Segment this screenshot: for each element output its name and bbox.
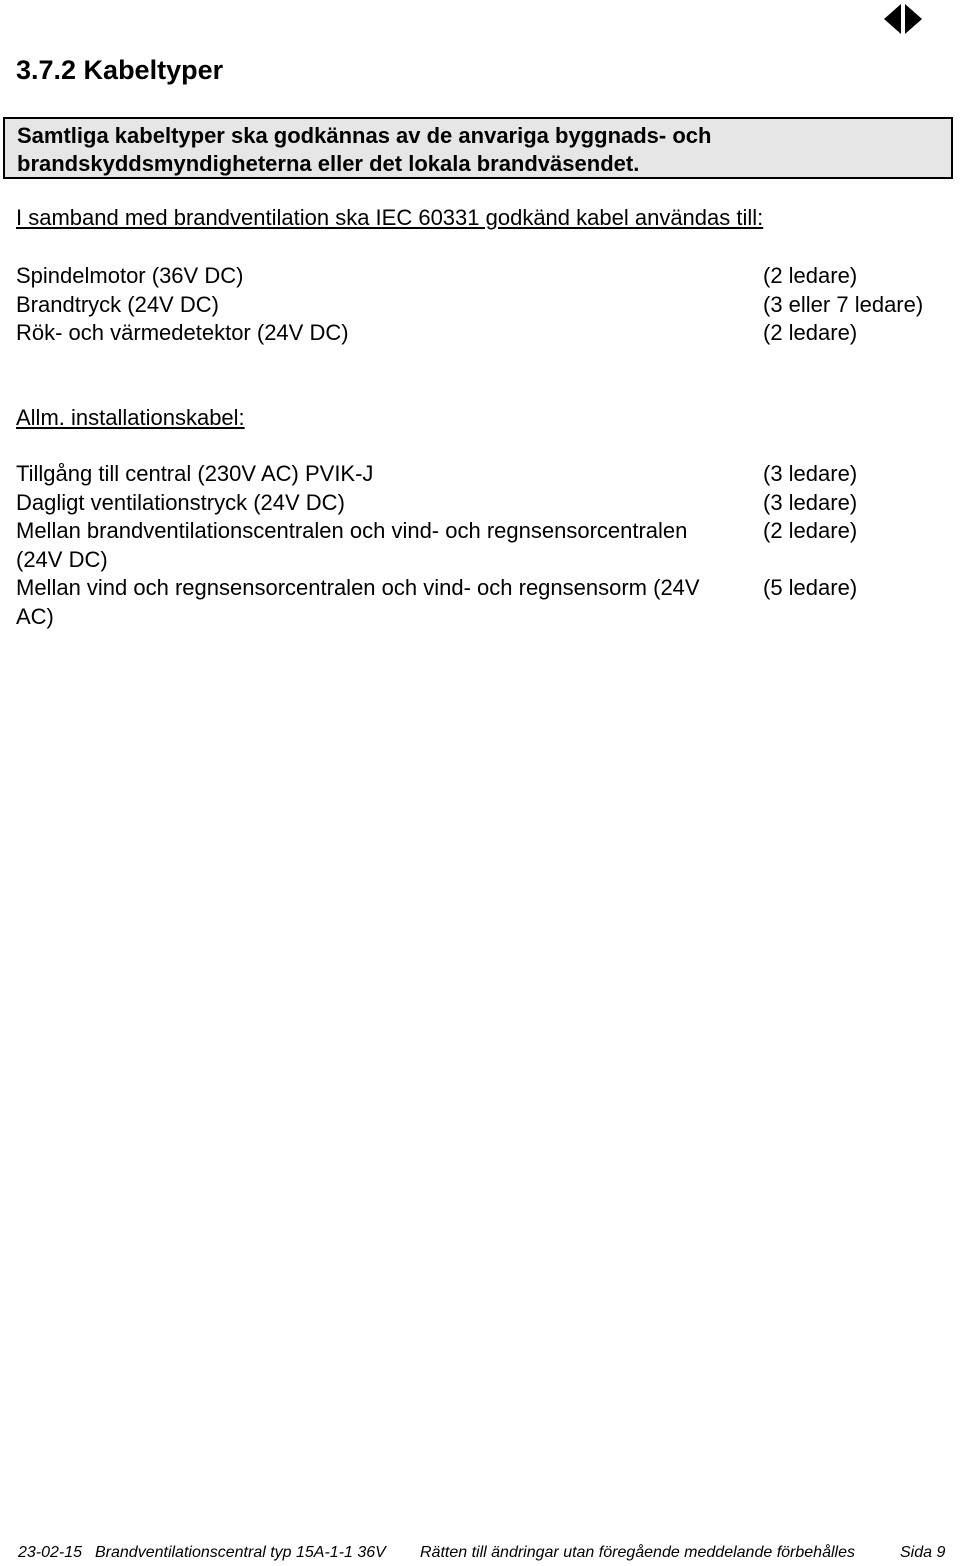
general-cable-heading: Allm. installationskabel: xyxy=(16,405,245,430)
list-item xyxy=(16,517,956,574)
notice-line: brandskyddsmyndigheterna eller det lokala brandväsendet. xyxy=(17,151,640,176)
list-item xyxy=(16,262,956,291)
cable-use: Dagligt ventilationstryck (24V DC) xyxy=(16,489,345,515)
conductor-count: (2 ledare) xyxy=(763,320,858,345)
conductor-count: (3 eller 7 ledare) xyxy=(763,291,924,317)
list-item xyxy=(16,319,956,348)
cable-use: Spindelmotor (36V DC) xyxy=(16,263,244,288)
fire-cable-intro: I samband med brandventilation ska IEC 60331 godkänd kabel användas till: xyxy=(16,205,764,230)
list-item xyxy=(16,460,956,489)
footer-rights: Rätten till ändringar utan föregående meddelande förbehålles xyxy=(420,1544,855,1561)
cable-use: Mellan vind och regnsensorcentralen och vind- och regnsensorm (24V AC) xyxy=(16,575,700,629)
footer-page-number: Sida 9 xyxy=(900,1544,946,1561)
conductor-count: (3 ledare) xyxy=(763,461,858,486)
conductor-count: (3 ledare) xyxy=(763,489,858,515)
section-title: 3.7.2 Kabeltyper xyxy=(16,55,224,85)
cable-use: Rök- och värmedetektor (24V DC) xyxy=(16,320,349,345)
fire-cable-list xyxy=(16,262,956,348)
page-navigation-arrows-icon[interactable] xyxy=(880,2,926,36)
approval-notice xyxy=(3,117,953,179)
list-item xyxy=(16,574,956,631)
conductor-count: (2 ledare) xyxy=(763,518,858,543)
page-footer xyxy=(18,1543,945,1563)
list-item xyxy=(16,489,956,518)
general-cable-list xyxy=(16,460,956,631)
cable-use: Tillgång till central (230V AC) PVIK-J xyxy=(16,461,374,486)
cable-use: Mellan brandventilationscentralen och vind- och regnsensorcentralen (24V DC) xyxy=(16,518,688,572)
footer-product: Brandventilationscentral typ 15A-1-1 36V xyxy=(95,1544,386,1561)
cable-use: Brandtryck (24V DC) xyxy=(16,291,219,317)
conductor-count: (2 ledare) xyxy=(763,263,858,288)
notice-line: Samtliga kabeltyper ska godkännas av de anvariga byggnads- och xyxy=(17,123,712,148)
conductor-count: (5 ledare) xyxy=(763,575,858,600)
list-item xyxy=(16,291,956,320)
footer-date: 23-02-15 xyxy=(18,1544,83,1561)
